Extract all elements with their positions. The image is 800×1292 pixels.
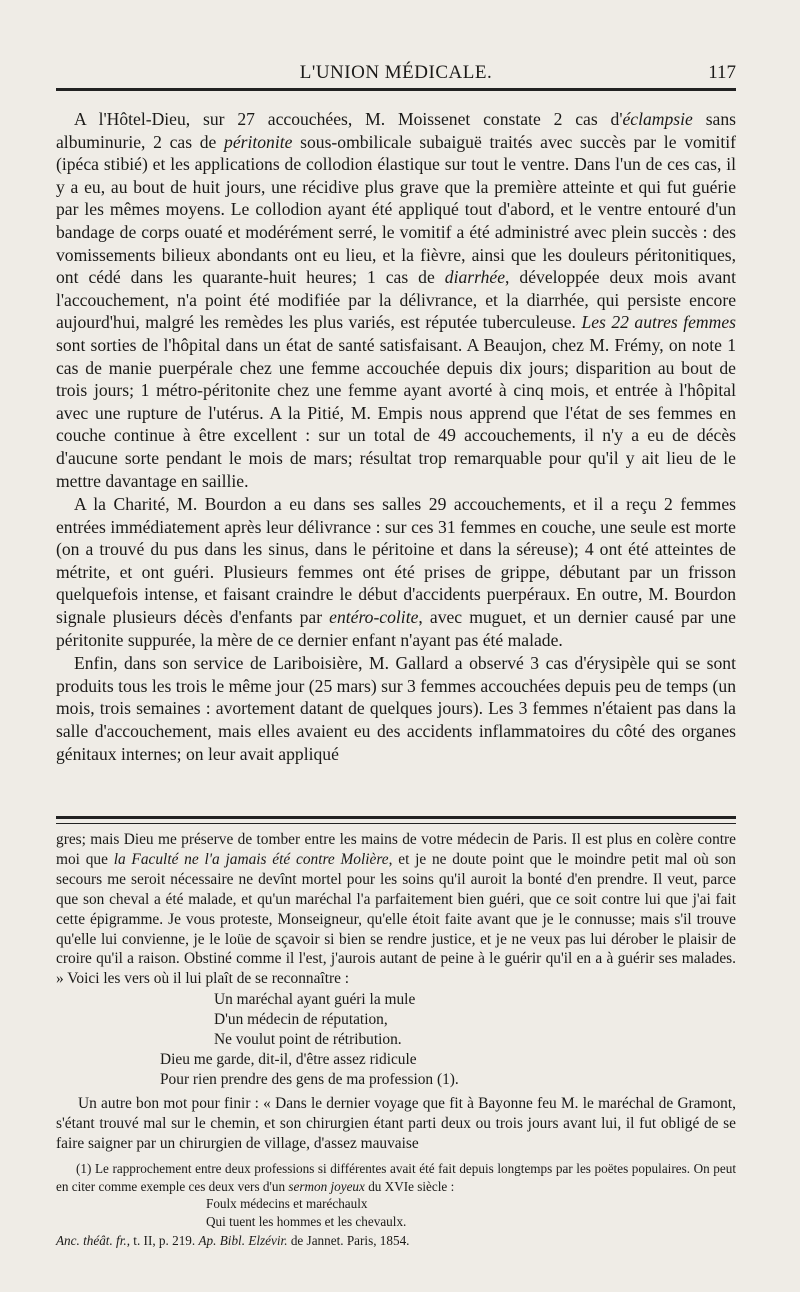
text-run: sans albuminurie, 2 cas de: [56, 109, 736, 152]
paragraph-hotel-dieu: [56, 108, 736, 492]
text-run: A la Charité, M. Bourdon a eu dans ses salles 29 accouchements, et il a reçu 2 femmes entrées immédiatement après leur délivrance : sur ces 31 femmes en couche, une seule est morte (on a trouvé du pus dans les sinus, dans le péritoine et dans la séreuse); 4 ont été atteintes de métrite, et ont guéri. Plusieurs femmes ont été prises de grippe, débutant par un frisson quelquefois intense, et faisant craindre le début d'accidents puerpéraux. En outre, M. Bourdon signale plusieurs décès d'enfants par: [56, 494, 736, 628]
text-run: du XVIe siècle :: [364, 1178, 455, 1194]
footnote-text: [56, 1160, 736, 1195]
italic-text: péritonite: [224, 131, 293, 152]
verse-line: Pour rien prendre des gens de ma profession (1).: [160, 1070, 459, 1088]
feuilleton-text: [56, 830, 736, 1154]
text-run: (1) Le rapprochement entre deux professions si différentes avait été fait depuis longtemps par les poëtes populaires. On peut en citer comme exemple ces deux vers d'un: [56, 1161, 736, 1194]
text-run: A l'Hôtel-Dieu, sur 27 accouchées, M. Moissenet constate 2 cas d': [74, 109, 623, 129]
epigram-verse: [56, 990, 736, 1090]
text-run: sont sorties de l'hôpital dans un état de santé satisfaisant. A Beaujon, chez M. Frémy, on note 1 cas de manie puerpérale chez une femme accouchée depuis dix jours; disparition au bout de trois jours; 1 métro-péritonite chez une femme ayant avorté à cinq mois, et entrée à l'hôpital avec une rupture de l'utérus. A la Pitié, M. Empis nous apprend que l'état de ses femmes en couche continue à être excellent : sur un total de 49 accouchements, il n'y a eu de décès d'aucune sorte pendant le mois de mars; résultat trop remarquable pour qu'il y ait lieu de le mettre davantage en saillie.: [56, 334, 736, 491]
footnote-verse-line: Qui tuent les hommes et les chevaulx.: [206, 1213, 407, 1229]
italic-text: Ap. Bibl. Elzévir.: [198, 1233, 288, 1248]
feuilleton-paragraph-1: [56, 830, 736, 989]
italic-text: éclampsie: [622, 109, 693, 129]
paragraph-charite: [56, 493, 736, 651]
italic-text: diarrhée: [444, 267, 506, 288]
verse-line: Dieu me garde, dit-il, d'être assez ridicule: [160, 1050, 417, 1068]
italic-text: sermon joyeux: [288, 1178, 365, 1194]
verse-line: Un maréchal ayant guéri la mule: [214, 991, 416, 1009]
footnote-verse-line: Foulx médecins et maréchaulx: [206, 1196, 368, 1211]
verse-line: Ne voulut point de rétribution.: [214, 1031, 402, 1049]
italic-text: la Faculté ne l'a jamais été contre Molière: [113, 850, 389, 868]
text-run: de Jannet. Paris, 1854.: [287, 1233, 410, 1248]
text-run: , t. II, p. 219.: [126, 1233, 199, 1248]
page-header: [56, 58, 736, 91]
footnote-source: [56, 1232, 736, 1250]
page-number: 117: [708, 62, 736, 83]
text-run: , développée deux mois avant l'accouchement, n'a point été modifiée par la délivrance, et la diarrhée, qui persiste encore aujourd'hui, malgré les remèdes les plus variés, est réputée tuberculeuse.: [56, 267, 736, 333]
section-separator: [56, 816, 736, 824]
paragraph-lariboisiere: [56, 652, 736, 765]
text-run: , avec muguet, et un dernier causé par une péritonite suppurée, la mère de ce dernier enfant n'ayant pas été malade.: [56, 607, 736, 650]
footnote-verse: [56, 1195, 736, 1230]
italic-text: Les 22 autres femmes: [581, 312, 736, 333]
footnote: [56, 1160, 736, 1250]
text-run: sous-ombilicale subaiguë traités avec succès par le vomitif (ipéca stibié) et les applications de collodion élastique sur tout le ventre. Dans l'un de ces cas, il y a eu, au bout de huit jours, une récidive plus grave que la première atteinte et qui fut guérie par les mêmes moyens. Le collodion ayant été appliqué tout d'abord, et le ventre entouré d'un bandage de corps ouaté et modérément serré, le vomitif a été administré avec plein succès : des vomissements bilieux abondants ont eu lieu, et la fièvre, ainsi que les douleurs péritonitiques, ont cédé dans les quarante-huit heures; 1 cas de: [56, 131, 736, 288]
running-title: L'UNION MÉDICALE.: [299, 62, 493, 83]
text-run: , et je ne doute point que le moindre petit mal où son secours me seroit nécessaire ne devînt mortel pour les soins qu'il auroit la bonté d'en prendre. Il veut, parce que son cheval a été malade, et qu'un maréchal l'a parfaitement bien guéri, que ce soit contre lui que j'ai fait cette épigramme. Je vous proteste, Monseigneur, qu'elle étoit faite avant que je le connusse; mais s'il trouve qu'elle lui convienne, je le loüe de sçavoir si bien se rendre justice, et je ne veux pas lui dérober le plaisir de croire qu'il a raison. Obstiné comme il l'est, j'aurois autant de peine à le guérir qu'il en a à guérir ses malades. » Voici les vers où il lui plaît de se reconnaître :: [56, 850, 736, 988]
italic-text: entéro-colite: [329, 607, 419, 628]
feuilleton-paragraph-2: Un autre bon mot pour finir : « Dans le dernier voyage que fit à Bayonne feu M. le maréchal de Gramont, s'étant trouvé mal sur le chemin, et son chirurgien étant parti deux ou trois jours avant lui, il fut obligé de se faire saigner par un chirurgien de village, d'assez mauvaise: [56, 1094, 736, 1152]
text-run: gres; mais Dieu me préserve de tomber entre les mains de votre médecin de Paris. Il est plus en colère contre moi que: [56, 831, 736, 868]
main-text: [56, 108, 736, 765]
text-run: Enfin, dans son service de Lariboisière, M. Gallard a observé 3 cas d'érysipèle qui se sont produits tous les trois le même jour (25 mars) sur 3 femmes accouchées depuis peu de temps (un mois, trois semaines : avortement datant de quelques jours). Les 3 femmes n'étaient pas dans la salle d'accouchement, mais elles avaient eu des accidents inflammatoires du côté des organes génitaux internes; on leur avait appliqué: [56, 653, 736, 764]
verse-line: D'un médecin de réputation,: [214, 1011, 388, 1029]
italic-text: Anc. théât. fr.: [56, 1233, 127, 1248]
